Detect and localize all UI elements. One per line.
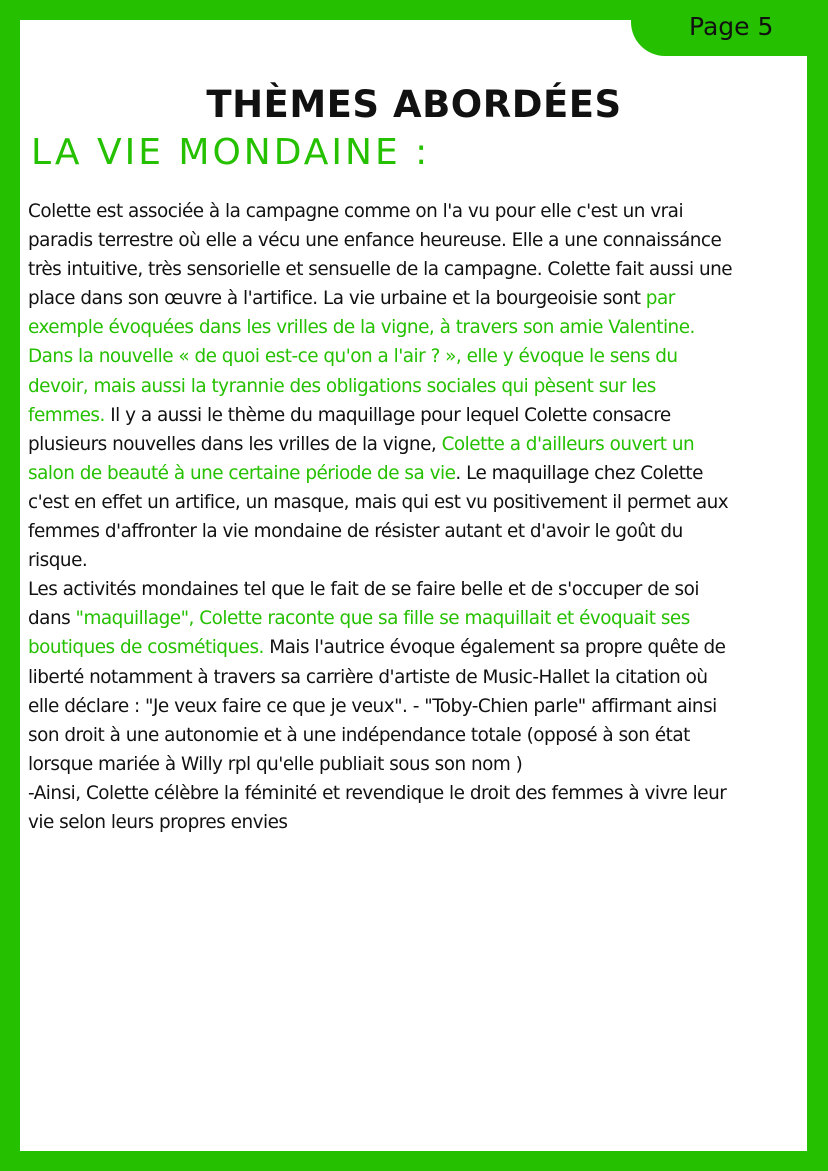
highlighted-text: boutiques de cosmétiques. <box>28 637 264 659</box>
text-line <box>28 779 808 808</box>
text-line <box>28 517 808 546</box>
section-heading: LA VIE MONDAINE : <box>31 132 431 173</box>
text-segment: vie selon leurs propres envies <box>28 811 288 833</box>
highlighted-text: devoir, mais aussi la tyrannie des obligations sociales qui pèsent sur les <box>28 375 656 397</box>
text-line <box>28 808 808 837</box>
text-segment: Il y a aussi le thème du maquillage pour lequel Colette consacre <box>104 404 671 426</box>
text-line <box>28 226 808 255</box>
text-line <box>28 401 808 430</box>
text-segment: dans <box>28 608 76 630</box>
text-segment: Colette est associée à la campagne comme on l'a vu pour elle c'est un vrai <box>28 201 684 222</box>
text-line <box>28 459 808 488</box>
highlighted-text: par <box>645 288 675 310</box>
text-line <box>28 750 808 779</box>
text-segment: femmes d'affronter la vie mondaine de résister autant et d'avoir le goût du <box>28 521 683 543</box>
text-line <box>28 197 808 226</box>
text-line <box>28 604 808 633</box>
page-title: THÈMES ABORDÉES <box>206 83 622 126</box>
highlighted-text: Colette a d'ailleurs ouvert un <box>441 433 695 455</box>
text-line <box>28 313 808 342</box>
text-segment: lorsque mariée à Willy rpl qu'elle publiait sous son nom ) <box>28 753 523 775</box>
text-segment: plusieurs nouvelles dans les vrilles de la vigne, <box>28 433 442 455</box>
text-line <box>28 663 808 692</box>
text-segment: risque. <box>28 550 88 572</box>
body-paragraph <box>28 197 808 837</box>
text-segment: place dans son œuvre à l'artifice. La vie urbaine et la bourgeoisie sont <box>28 288 646 310</box>
highlighted-text: "maquillage", Colette raconte que sa fille se maquillait et évoquait ses <box>75 608 690 630</box>
text-segment: . Le maquillage chez Colette <box>455 462 703 484</box>
text-line <box>28 255 808 284</box>
page-number-label: Page 5 <box>689 12 774 41</box>
text-line <box>28 342 808 371</box>
text-line <box>28 546 808 575</box>
highlighted-text: femmes. <box>28 404 105 426</box>
text-segment: -Ainsi, Colette célèbre la féminité et revendique le droit des femmes à vivre leur <box>28 782 727 804</box>
text-segment: très intuitive, très sensorielle et sensuelle de la campagne. Colette fait aussi une <box>28 259 733 281</box>
text-line <box>28 692 808 721</box>
text-line <box>28 633 808 662</box>
page-number-tab <box>631 0 828 56</box>
text-segment: Les activités mondaines tel que le fait de se faire belle et de s'occuper de soi <box>28 579 699 601</box>
text-line <box>28 721 808 750</box>
text-line <box>28 488 808 517</box>
text-line <box>28 575 808 604</box>
text-segment: elle déclare : "Je veux faire ce que je veux". - "Toby-Chien parle" affirmant ainsi <box>28 695 717 717</box>
highlighted-text: exemple évoquées dans les vrilles de la vigne, à travers son amie Valentine. <box>28 317 695 339</box>
text-segment: son droit à une autonomie et à une indépendance totale (opposé à son état <box>28 724 690 746</box>
text-line <box>28 430 808 459</box>
highlighted-text: salon de beauté à une certaine période de sa vie <box>28 462 456 484</box>
text-line <box>28 284 808 313</box>
highlighted-text: Dans la nouvelle « de quoi est-ce qu'on a l'air ? », elle y évoque le sens du <box>28 346 678 368</box>
text-segment: liberté notamment à travers sa carrière d'artiste de Music-Hallet la citation où <box>28 666 708 688</box>
text-line <box>28 372 808 401</box>
text-segment: paradis terrestre où elle a vécu une enfance heureuse. Elle a une connaissánce <box>28 230 722 252</box>
text-segment: c'est en effet un artifice, un masque, mais qui est vu positivement il permet aux <box>28 491 729 513</box>
text-segment: Mais l'autrice évoque également sa propre quête de <box>263 637 726 659</box>
